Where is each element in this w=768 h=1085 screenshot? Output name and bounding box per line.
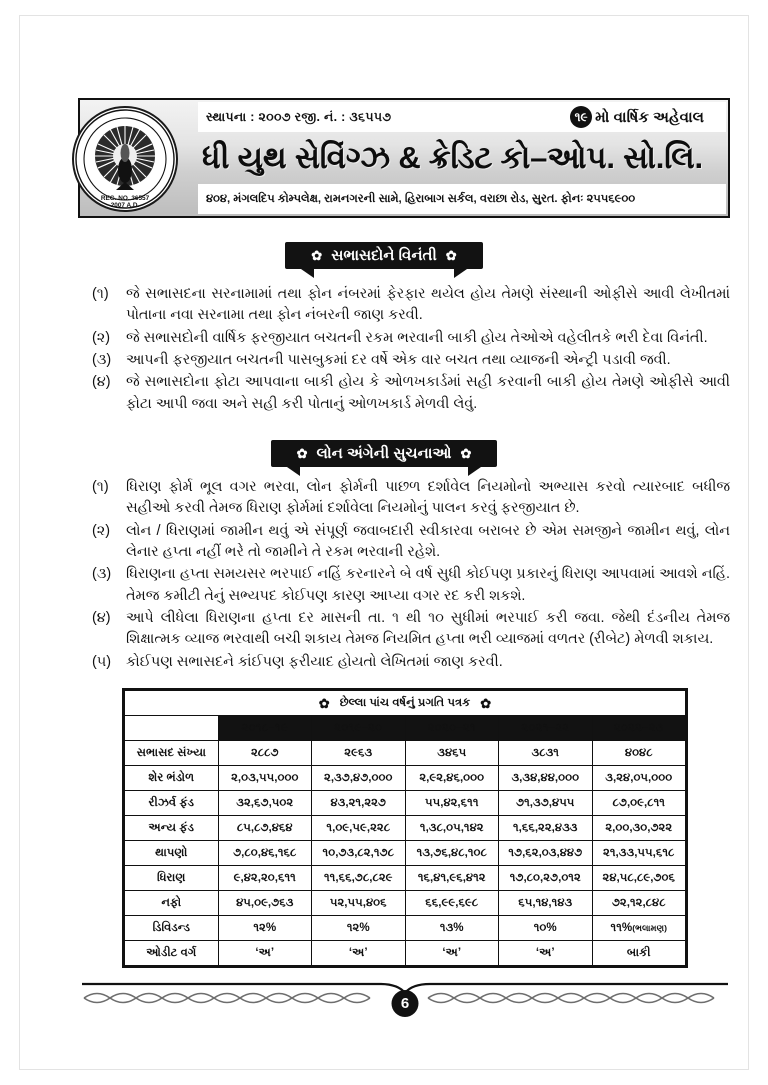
table-cell: ૬૫,૧૪,૧૪૩ bbox=[499, 891, 593, 916]
annual-report-text: મો વાર્ષિક અહેવાલ bbox=[595, 108, 704, 126]
section2-heading-text: લોન અંગેની સુચનાઓ bbox=[316, 445, 452, 462]
establishment-line: સ્થાપના : ૨૦૦૭ રજી. નં. : ૩૬૫૫૭ bbox=[206, 109, 392, 124]
list-item-text: ધિરાણ ફોર્મ ભૂલ વગર ભરવા, લોન ફોર્મની પાછળ દર્શાવેલ નિયમોનો અભ્યાસ કરવો ત્યારબાદ બધીજ સહીઓ કરવી તેમજ ધિરાણ ફોર્મમાં દર્શાવેલા નિયમોનું પાલન કરવું ફરજીયાત છે. bbox=[126, 479, 730, 517]
letterhead-title-band bbox=[198, 132, 726, 184]
table-corner-cell bbox=[125, 716, 219, 741]
table-cell: ‘અ’ bbox=[312, 941, 406, 966]
table-row bbox=[125, 791, 686, 816]
table-cell: ૧૬,૪૧,૯૬,૪૧૨ bbox=[405, 866, 499, 891]
page-sheet bbox=[20, 16, 748, 1069]
progress-table-container bbox=[122, 688, 688, 968]
table-cell: ૩,૩૪,૪૪,૦૦૦ bbox=[499, 766, 593, 791]
table-cell: ૮૭,૦૯,૮૧૧ bbox=[592, 791, 686, 816]
column-header-year: ૨૦૨૧–૨૨ bbox=[499, 716, 593, 741]
list-item-number: (૨) bbox=[92, 329, 111, 346]
table-cell: ૩૮૩૧ bbox=[499, 741, 593, 766]
table-cell: ૩,૨૪,૦૫,૦૦૦ bbox=[592, 766, 686, 791]
table-row bbox=[125, 941, 686, 966]
svg-text:2007 A.D.: 2007 A.D. bbox=[110, 202, 140, 209]
row-label: સભાસદ સંખ્યા bbox=[125, 741, 219, 766]
table-row bbox=[125, 891, 686, 916]
annual-report-number: ૧૯ bbox=[570, 106, 592, 128]
list-item-text: ધિરાણના હપ્તા સમયસર ભરપાઈ નહિં કરનારને બે વર્ષ સુધી કોઈપણ પ્રકારનું ધિરાણ આપવામાં આવશે નહિં. તેમજ કમીટી તેનું સભ્યપદ કોઈપણ કારણ આપ્યા વગર રદ કરી શકશે. bbox=[126, 566, 730, 604]
table-cell: ૧,૬૬,૨૨,૪૩૩ bbox=[499, 816, 593, 841]
organization-title: ધી યુથ સેવિંગ્ઝ & ક્રેડિટ કો–ઓપ. સો.લિ. bbox=[202, 139, 703, 175]
table-cell: ૧૦% bbox=[499, 916, 593, 941]
section-heading-loan-instructions bbox=[20, 440, 748, 467]
table-cell: ૨,૩૭,૪૭,૦૦૦ bbox=[312, 766, 406, 791]
list-item bbox=[92, 608, 730, 651]
table-cell: ૫૨,૫૫,૪૦૬ bbox=[312, 891, 406, 916]
flower-icon-left: ✿ bbox=[311, 248, 323, 263]
table-cell: ‘અ’ bbox=[499, 941, 593, 966]
table-cell bbox=[592, 916, 686, 941]
flower-icon-right: ✿ bbox=[460, 446, 472, 461]
annual-report-label bbox=[570, 106, 718, 128]
list-item bbox=[92, 350, 730, 371]
members-request-list bbox=[92, 284, 730, 416]
table-cell: ૫૫,૪૨,૬૧૧ bbox=[405, 791, 499, 816]
column-header-year: ૨૦૧૯–૨૦ bbox=[312, 716, 406, 741]
table-cell: બાકી bbox=[592, 941, 686, 966]
table-cell: ૩૪૬૫ bbox=[405, 741, 499, 766]
table-cell: ૨૪,૫૮,૮૯,૭૦૬ bbox=[592, 866, 686, 891]
flower-icon-right: ✿ bbox=[445, 248, 457, 263]
table-cell: ૬૬,૯૯,૬૯૮ bbox=[405, 891, 499, 916]
letterhead-address-band bbox=[198, 184, 726, 214]
row-label: ઓડીટ વર્ગ bbox=[125, 941, 219, 966]
row-label: ધિરાણ bbox=[125, 866, 219, 891]
list-item-number: (૧) bbox=[92, 479, 109, 495]
table-cell: ‘અ’ bbox=[405, 941, 499, 966]
table-caption-row bbox=[125, 691, 686, 716]
table-header-row bbox=[125, 716, 686, 741]
table-row bbox=[125, 916, 686, 941]
list-item-text: આપે લીધેલા ધિરાણના હપ્તા દર માસની તા. ૧ થી ૧૦ સુધીમાં ભરપાઈ કરી જવા. જેથી દંડનીય તેમજ શિક્ષાત્મક વ્યાજ ભરવાથી બચી શકાય તેમજ નિયમિત હપ્તા ભરી વ્યાજમાં વળતર (રીબેટ) મેળવી શકાય. bbox=[126, 609, 730, 648]
table-row bbox=[125, 841, 686, 866]
table-cell: ૪૫,૦૯,૭૬૩ bbox=[218, 891, 312, 916]
letterhead bbox=[78, 98, 730, 218]
table-cell: ૧૭,૮૦,૨૭,૦૧૨ bbox=[499, 866, 593, 891]
table-cell: ૧૧,૬૬,૭૮,૮૨૯ bbox=[312, 866, 406, 891]
list-item-text: જે સભાસદોના ફોટા આપવાના બાકી હોય કે ઓળખકાર્ડમાં સહી કરવાની બાકી હોય તેમણે ઓફીસે આવી ફોટા આપી જવા અને સહી કરી પોતાનું ઓળખકાર્ડ મેળવી લેવું. bbox=[126, 374, 730, 412]
table-cell: ૭૧,૩૭,૪૫૫ bbox=[499, 791, 593, 816]
row-label: રીઝર્વ ફંડ bbox=[125, 791, 219, 816]
table-row bbox=[125, 741, 686, 766]
table-cell: ૨,૯૨,૪૬,૦૦૦ bbox=[405, 766, 499, 791]
table-cell: ૪૩,૨૧,૨૨૭ bbox=[312, 791, 406, 816]
table-cell: ૨૧,૩૩,૫૫,૬૧૮ bbox=[592, 841, 686, 866]
list-item bbox=[92, 652, 730, 673]
table-row bbox=[125, 766, 686, 791]
table-cell: ૨૯૬૩ bbox=[312, 741, 406, 766]
column-header-year: ૨૦૨૦–૨૧ bbox=[405, 716, 499, 741]
list-item-text: આપની ફરજીયાત બચતની પાસબુકમાં દર વર્ષે એક વાર બચત તથા વ્યાજની એન્ટ્રી પડાવી જવી. bbox=[126, 351, 671, 368]
column-header-year: ૨૦૨૨–૨૩ bbox=[592, 716, 686, 741]
table-cell: ૯,૪૨,૨૦,૬૧૧ bbox=[218, 866, 312, 891]
row-label: ડિવિડન્ડ bbox=[125, 916, 219, 941]
row-label: થાપણો bbox=[125, 841, 219, 866]
table-cell-value: ૧૧% bbox=[610, 921, 633, 934]
list-item bbox=[92, 284, 730, 327]
loan-instructions-list bbox=[92, 477, 730, 674]
list-item-number: (૩) bbox=[92, 566, 112, 583]
table-cell: ૮૫,૮૭,૪૬૪ bbox=[218, 816, 312, 841]
flower-icon-right: ✿ bbox=[480, 695, 492, 711]
section-heading-members-request bbox=[20, 242, 748, 269]
table-cell: ૨,૦૦,૩૦,૭૨૨ bbox=[592, 816, 686, 841]
svg-text:REG. NO. 36557: REG. NO. 36557 bbox=[100, 195, 150, 202]
list-item-number: (૪) bbox=[92, 374, 111, 391]
list-item-text: જે સભાસદના સરનામામાં તથા ફોન નંબરમાં ફેરફાર થયેલ હોય તેમણે સંસ્થાની ઓફીસે આવી લેખીતમાં પોતાના નવા સરનામા તથા ફોન નંબરની જાણ કરવી. bbox=[126, 286, 730, 324]
table-cell: ૨,૦૩,૫૫,૦૦૦ bbox=[218, 766, 312, 791]
list-item bbox=[92, 564, 730, 607]
page-number-badge: 6 bbox=[392, 990, 419, 1017]
organization-address: ૪૦૪, મંગલદિપ કોમ્પલેક્ષ, રામનગરની સામે, હિરાબાગ સર્કલ, વરાછા રોડ, સુરત. ફોનઃ ૨૫૫૬૯૦૦ bbox=[206, 192, 636, 205]
list-item bbox=[92, 328, 730, 349]
page-footer bbox=[80, 976, 730, 1028]
table-cell: ૭૨,૧૨,૮૪૮ bbox=[592, 891, 686, 916]
list-item-text: જે સભાસદોની વાર્ષિક ફરજીયાત બચતની રકમ ભરવાની બાકી હોય તેઓએ વહેલીતકે ભરી દેવા વિનંતી. bbox=[126, 329, 708, 346]
list-item-number: (૨) bbox=[92, 522, 111, 539]
list-item-number: (૧) bbox=[92, 286, 109, 302]
row-label: અન્ય ફંડ bbox=[125, 816, 219, 841]
section1-heading-text: સભાસદોને વિનંતી bbox=[331, 247, 437, 264]
table-caption-cell bbox=[125, 691, 686, 716]
row-label: શેર ભંડોળ bbox=[125, 766, 219, 791]
list-item-number: (૩) bbox=[92, 351, 112, 368]
progress-table bbox=[124, 690, 686, 966]
table-cell: ૭,૮૦,૪૬,૧૬૮ bbox=[218, 841, 312, 866]
table-cell: ૧૦,૭૩,૮૨,૧૭૮ bbox=[312, 841, 406, 866]
table-cell: ૧,૦૯,૫૯,૨૨૮ bbox=[312, 816, 406, 841]
table-cell: ૧૭,૬૨,૦૩,૪૪૭ bbox=[499, 841, 593, 866]
table-row bbox=[125, 866, 686, 891]
flower-icon-left: ✿ bbox=[296, 446, 308, 461]
table-cell: ૪૦૪૮ bbox=[592, 741, 686, 766]
organization-seal-icon bbox=[72, 106, 178, 212]
list-item-number: (૪) bbox=[92, 609, 111, 626]
row-label: નફો bbox=[125, 891, 219, 916]
table-cell: ૩૨,૬૭,૫૦૨ bbox=[218, 791, 312, 816]
table-cell: ૧૩% bbox=[405, 916, 499, 941]
table-cell: ‘અ’ bbox=[218, 941, 312, 966]
flower-icon-left: ✿ bbox=[318, 695, 330, 711]
table-cell: ૧,૩૮,૦૫,૧૪૨ bbox=[405, 816, 499, 841]
list-item-text: લોન / ધિરાણમાં જામીન થવું એ સંપૂર્ણ જવાબદારી સ્વીકારવા બરાબર છે એમ સમજીને જામીન થવું, લોન લેનાર હપ્તા નહીં ભરે તો જામીને તે રકમ ભરવાની રહેશે. bbox=[126, 522, 730, 560]
list-item bbox=[92, 477, 730, 520]
table-cell: ૧૩,૭૬,૪૮,૧૦૮ bbox=[405, 841, 499, 866]
list-item-text: કોઈપણ સભાસદને કાંઈપણ ફરીયાદ હોયતો લેખિતમાં જાણ કરવી. bbox=[126, 653, 503, 670]
list-item-number: (૫) bbox=[92, 653, 112, 670]
list-item bbox=[92, 521, 730, 564]
table-row bbox=[125, 816, 686, 841]
column-header-year: ૨૦૧૮–૧૯ bbox=[218, 716, 312, 741]
table-caption-text: છેલ્લા પાંચ વર્ષનું પ્રગતિ પત્રક bbox=[339, 696, 471, 709]
letterhead-top-band bbox=[198, 102, 726, 132]
table-cell-note: (ભલામણ) bbox=[632, 923, 667, 933]
list-item bbox=[92, 372, 730, 415]
table-cell: ૧૨% bbox=[218, 916, 312, 941]
table-cell: ૧૨% bbox=[312, 916, 406, 941]
table-cell: ૨૮૮૭ bbox=[218, 741, 312, 766]
